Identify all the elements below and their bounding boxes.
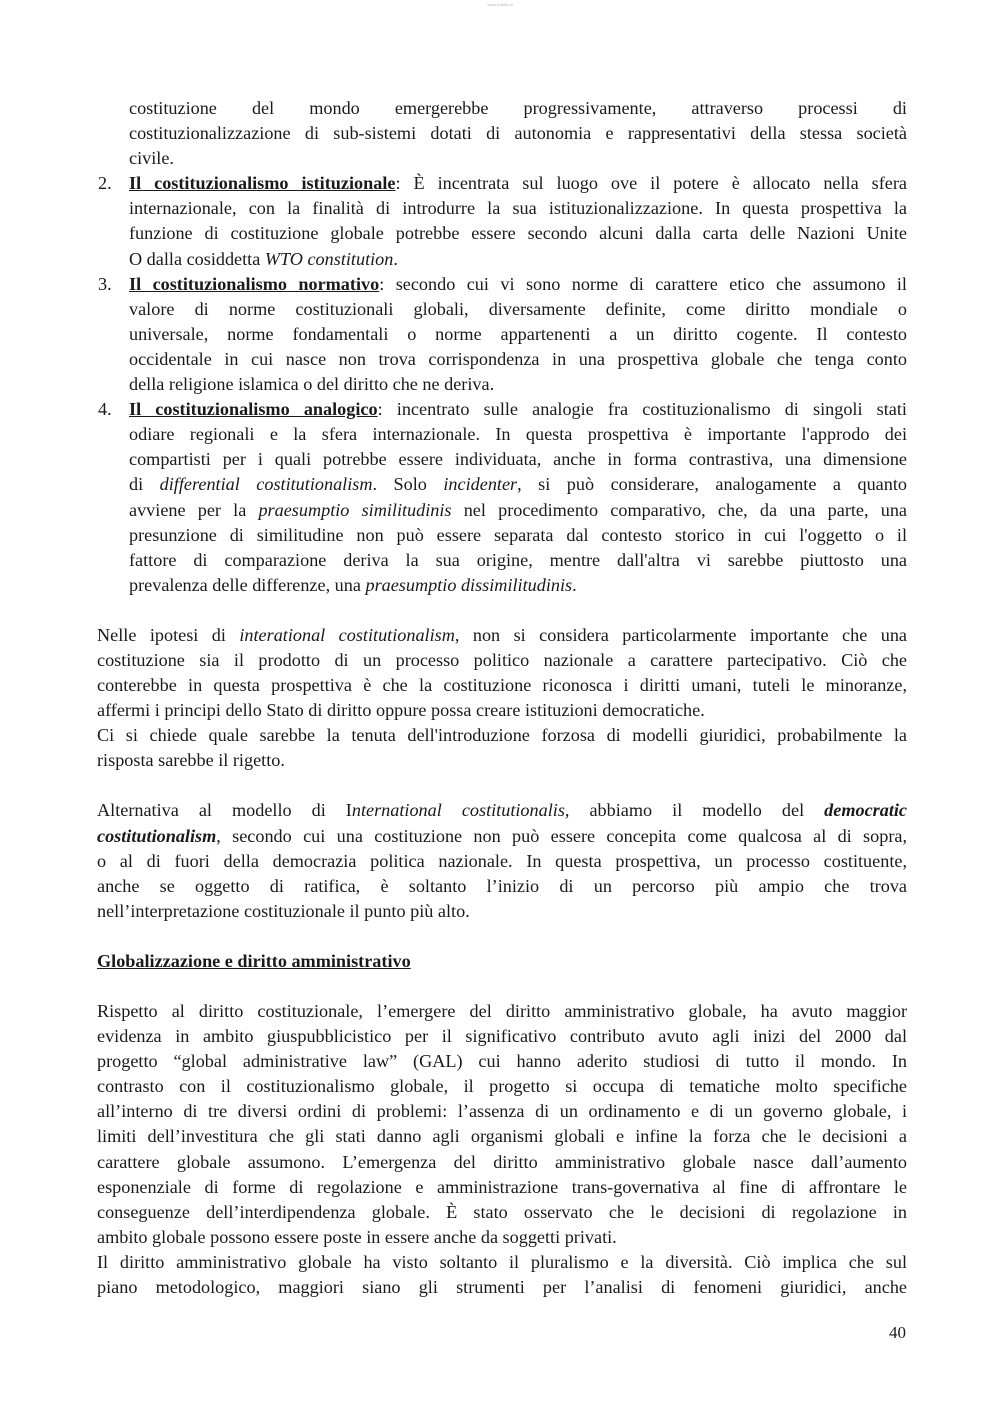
list-number: 4.: [98, 399, 112, 420]
list-term: Il costituzionalismo normativo: [129, 273, 380, 294]
text-line: ambito globale possono essere poste in essere anche da soggetti privati.: [97, 1226, 617, 1247]
text-line: odiare regionali e la sfera internazionale. In questa prospettiva è importante l'approdo dei: [129, 424, 907, 445]
text-line: avviene per la praesumptio similitudinis nel procedimento comparativo, che, da una parte, una: [129, 499, 907, 520]
text-line: civile.: [129, 148, 174, 169]
list-item-3: [97, 272, 907, 397]
text-line: affermi i principi dello Stato di diritto oppure possa creare istituzioni democratiche.: [97, 700, 705, 721]
text-line: occidentale in cui nasce non trova corrispondenza in una prospettiva globale che tenga conto: [129, 348, 907, 369]
text-line: all’interno di tre diversi ordini di problemi: l’assenza di un ordinamento e di un governo globale, i: [97, 1101, 907, 1122]
text-line: internazionale, con la finalità di introdurre la sua istituzionalizzazione. In questa prospettiva la: [129, 198, 907, 219]
list-item-4: [97, 397, 907, 598]
text-line: compartisti per i quali potrebbe essere individuata, anche in forma contrastiva, una dimensione: [129, 449, 907, 470]
paragraph-democratic-constitutionalism: [97, 798, 907, 923]
paragraph-pluralism: [97, 1250, 907, 1300]
text-line: o al di fuori della democrazia politica nazionale. In questa prospettiva, un processo costituente,: [97, 850, 907, 871]
text-line: contrasto con il costituzionalismo globale, il progetto si occupa di tematiche molto specifiche: [97, 1076, 907, 1097]
text-line: fattore di comparazione deriva la sua origine, mentre dall'altra vi sarebbe piuttosto una: [129, 549, 907, 570]
list-number: 3.: [98, 273, 112, 294]
text-line: limiti dell’investitura che gli stati danno agli organismi globali e infine la forza che le decisioni a: [97, 1126, 907, 1147]
header-watermark: www.il-diritto.it: [487, 2, 513, 7]
text-line: funzione di costituzione globale potrebbe essere secondo alcuni dalla carta delle Nazioni Unite: [129, 223, 907, 244]
text-line: Ci si chiede quale sarebbe la tenuta dell'introduzione forzosa di modelli giuridici, probabilmente la: [97, 725, 907, 746]
text-line: Alternativa al modello di International costitutionalis, abbiamo il modello del democratic: [97, 800, 908, 821]
text-line: Il diritto amministrativo globale ha visto soltanto il pluralismo e la diversità. Ciò implica che sul: [97, 1251, 907, 1272]
list-term: Il costituzionalismo istituzionale: [129, 173, 396, 194]
text-line: risposta sarebbe il rigetto.: [97, 750, 285, 771]
text-line: Il costituzionalismo normativo: secondo cui vi sono norme di carattere etico che assumono il: [129, 273, 907, 294]
text-line: della religione islamica o del diritto che ne deriva.: [129, 374, 495, 395]
list-item-2: [97, 171, 907, 271]
text-line: valore di norme costituzionali globali, diversamente definite, come diritto mondiale o: [129, 298, 907, 319]
text-line: Il costituzionalismo istituzionale: È incentrata sul luogo ove il potere è allocato nella sfera: [129, 173, 907, 194]
text-line: carattere globale assumono. L’emergenza del diritto amministrativo globale nasce dall’aumento: [97, 1151, 907, 1172]
paragraph-international-constitutionalism: [97, 623, 907, 774]
page-number: 40: [889, 1323, 906, 1342]
list-term: Il costituzionalismo analogico: [129, 399, 378, 420]
text-line: Nelle ipotesi di interational costitutionalism, non si considera particolarmente importante che una: [97, 624, 907, 645]
text-line: Il costituzionalismo analogico: incentrato sulle analogie fra costituzionalismo di singoli stati: [129, 399, 907, 420]
text-line: progetto “global administrative law” (GAL) cui hanno aderito studiosi di tutto il mondo. In: [97, 1051, 907, 1072]
text-line: conseguenze dell’interdipendenza globale. È stato osservato che le decisioni di regolazione in: [97, 1201, 907, 1222]
list-number: 2.: [98, 173, 112, 194]
text-line: di differential costitutionalism. Solo incidenter, si può considerare, analogamente a quanto: [129, 474, 907, 495]
text-line: costituzionalizzazione di sub-sistemi dotati di autonomia e rappresentativi della stessa società: [129, 123, 907, 144]
text-line: costituzione sia il prodotto di un processo politico nazionale a carattere partecipativo. Ciò che: [97, 649, 907, 670]
text-line: Rispetto al diritto costituzionale, l’emergere del diritto amministrativo globale, ha avuto maggior: [97, 1001, 907, 1021]
text-line: costituzione del mondo emergerebbe progressivamente, attraverso processi di: [129, 98, 907, 118]
text-line: evidenza in ambito giuspubblicistico per il significativo contributo avuto agli inizi del 2000 dal: [97, 1026, 907, 1047]
paragraph-global-administrative-law: [97, 999, 907, 1250]
document-page: [97, 96, 907, 1300]
text-line: O dalla cosiddetta WTO constitution.: [129, 248, 398, 269]
text-line: anche se oggetto di ratifica, è soltanto l’inizio di un percorso più ampio che trova: [97, 875, 907, 896]
section-heading: Globalizzazione e diritto amministrativo: [97, 950, 411, 971]
text-line: costitutionalism, secondo cui una costituzione non può essere concepita come qualcosa al di sopra,: [97, 825, 907, 846]
list-item-1-continuation: [97, 96, 907, 171]
text-line: esponenziale di forme di regolazione e amministrazione trans-governativa al fine di affrontare le: [97, 1176, 907, 1197]
text-line: prevalenza delle differenze, una praesumptio dissimilitudinis.: [129, 574, 577, 595]
text-line: presunzione di similitudine non può essere separata dal contesto storico in cui l'oggetto o il: [129, 524, 907, 545]
text-line: universale, norme fondamentali o norme appartenenti a un diritto cogente. Il contesto: [129, 323, 907, 344]
text-line: piano metodologico, maggiori siano gli strumenti per l’analisi di fenomeni giuridici, anche: [97, 1277, 907, 1298]
text-line: nell’interpretazione costituzionale il punto più alto.: [97, 900, 470, 921]
text-line: conterebbe in questa prospettiva è che la costituzione riconosca i diritti umani, tuteli le minoranze,: [97, 675, 907, 696]
